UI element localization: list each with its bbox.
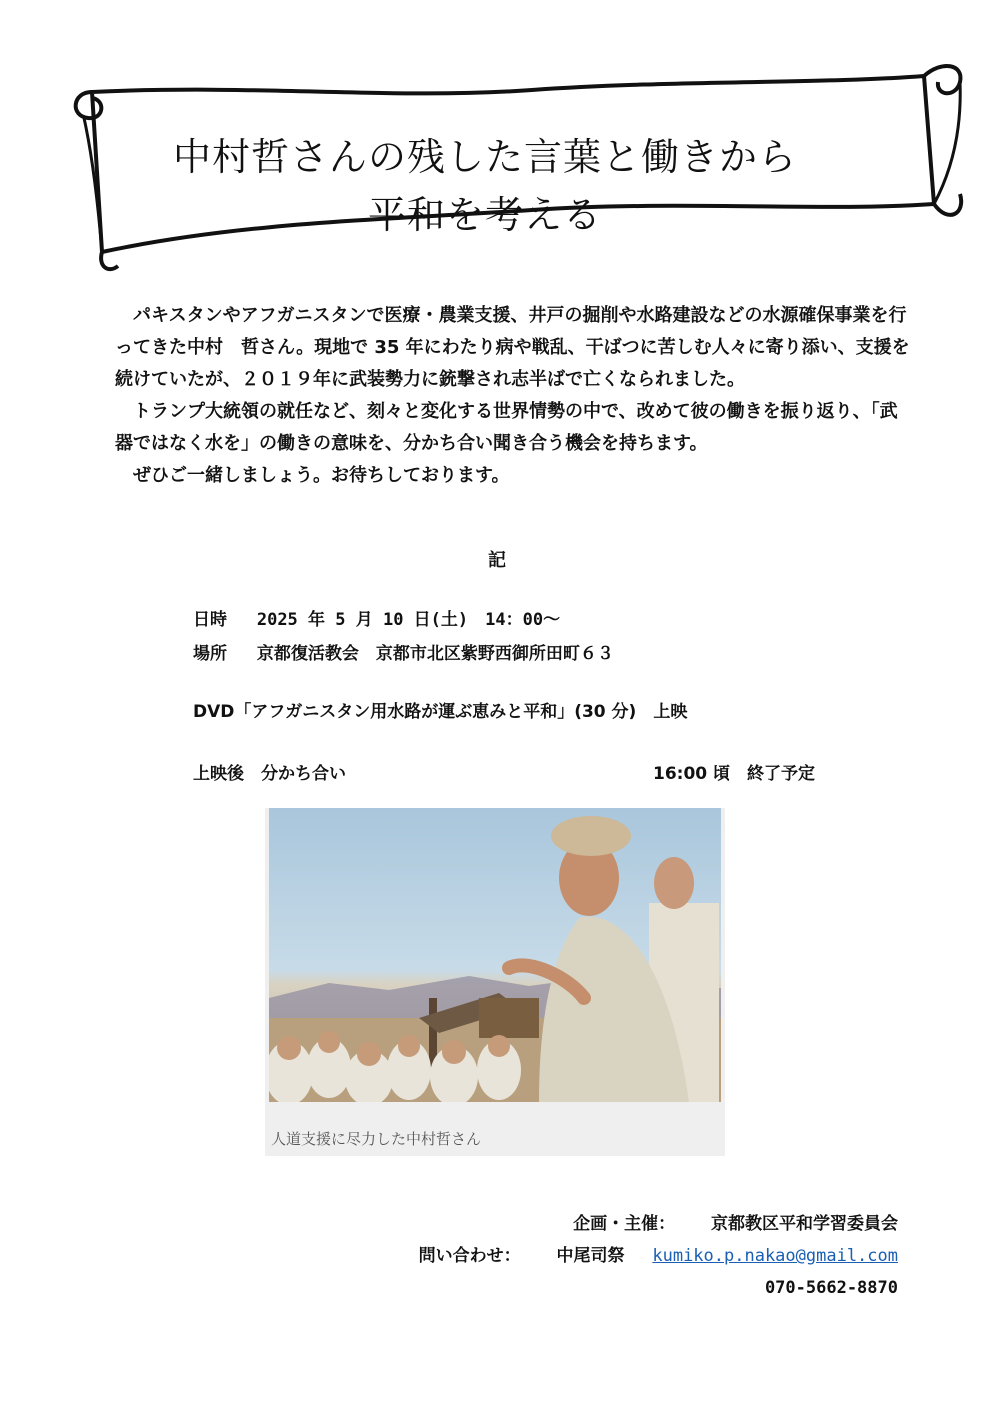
datetime-label: 日時 [193, 610, 227, 630]
intro-paragraph-1: パキスタンやアフガニスタンで医療・農業支援、井戸の掘削や水路建設などの水源確保事業を行ってきた中村 哲さん。現地で 35 年にわたり病や戦乱、干ばつに苦しむ人々に寄り添い、支援を続けていたが、２０１９年に武装勢力に銃撃され志半ばで亡くなられました。 [115, 305, 910, 390]
organizer-name: 京都教区平和学習委員会 [711, 1214, 898, 1234]
organizer-label: 企画・主催： [573, 1214, 676, 1234]
place-row [193, 639, 614, 664]
page-title [80, 128, 890, 244]
title-line-2: 平和を考える [367, 193, 602, 237]
photo-card [265, 808, 725, 1156]
photo-illustration [269, 808, 721, 1102]
title-line-1: 中村哲さんの残した言葉と働きから [172, 135, 797, 179]
after-screening-row: 上映後 分かち合い [193, 764, 346, 784]
contact-phone: 070-5662-8870 [764, 1278, 898, 1298]
organizer-line [419, 1208, 898, 1240]
intro-paragraph-3: ぜひご一緒しましょう。お待ちしております。 [133, 465, 510, 486]
datetime-value: 2025 年 5 月 10 日(土) 14：00～ [256, 610, 561, 630]
intro-text [115, 300, 915, 492]
notice-heading: 記 [488, 550, 506, 571]
contact-line [419, 1240, 898, 1272]
footer-contact [419, 1208, 898, 1304]
contact-label: 問い合わせ： [418, 1246, 521, 1266]
place-label: 場所 [193, 644, 227, 664]
datetime-row [193, 605, 560, 630]
contact-name: 中尾司祭 [556, 1246, 625, 1266]
end-time: 16:00 頃 終了予定 [653, 764, 816, 784]
dvd-row: DVD「アフガニスタン用水路が運ぶ恵みと平和」(30 分) 上映 [193, 702, 688, 722]
place-value: 京都復活教会 京都市北区紫野西御所田町６３ [256, 644, 614, 664]
nakamura-photo [269, 808, 721, 1102]
photo-caption: 人道支援に尽力した中村哲さん [271, 1130, 482, 1148]
intro-paragraph-2: トランプ大統領の就任など、刻々と変化する世界情勢の中で、改めて彼の働きを振り返り、「武器ではなく水を」の働きの意味を、分かち合い聞き合う機会を持ちます。 [115, 401, 898, 454]
contact-email-link[interactable]: kumiko.p.nakao@gmail.com [652, 1246, 898, 1266]
